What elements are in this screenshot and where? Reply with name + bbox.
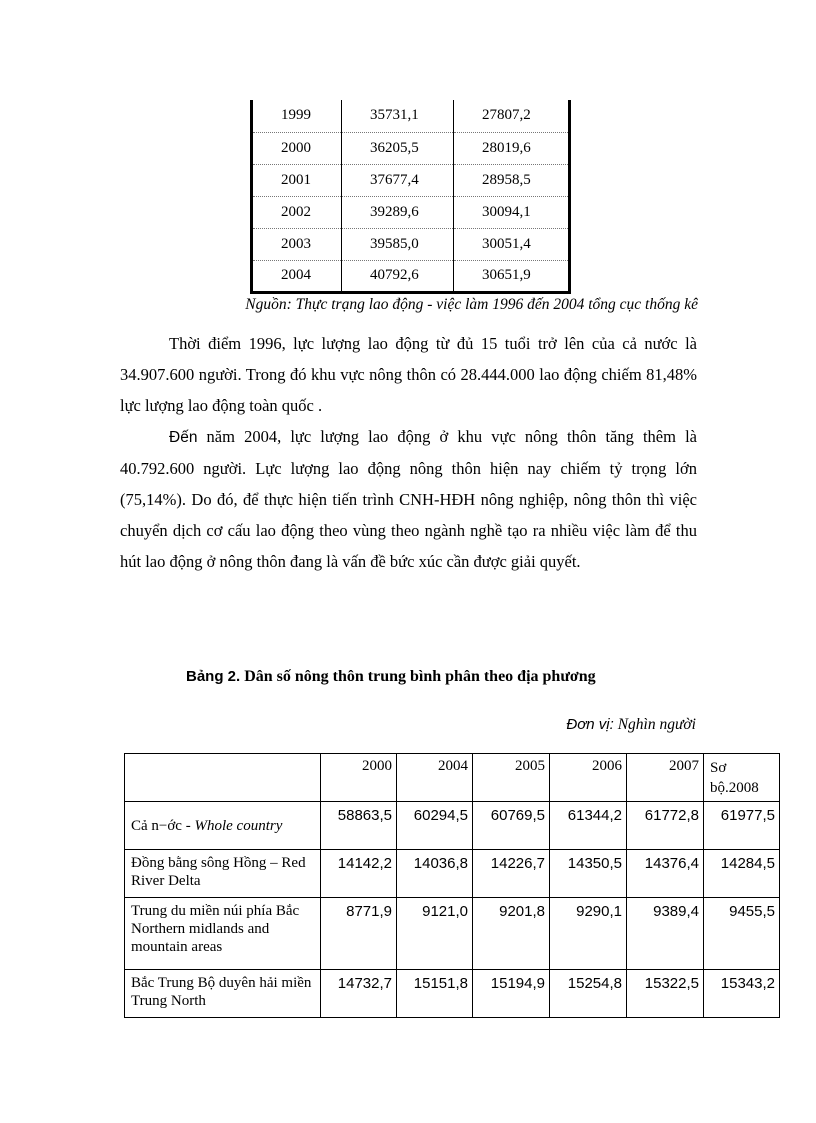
table-row: [252, 100, 570, 132]
value-cell: 15151,8: [397, 970, 473, 1018]
rural-population-table: [124, 753, 780, 1018]
caption-label: Bảng 2.: [186, 668, 241, 685]
value-cell: 58863,5: [321, 802, 397, 850]
header-year: Sơ bộ.2008: [704, 754, 780, 802]
region-name-en: Whole country: [194, 817, 283, 834]
header-year: 2005: [473, 754, 550, 802]
rural-labor-cell: 30094,1: [454, 196, 570, 228]
value-cell: 14036,8: [397, 850, 473, 898]
value-cell: 14376,4: [627, 850, 704, 898]
value-cell: 14732,7: [321, 970, 397, 1018]
value-cell: 8771,9: [321, 898, 397, 970]
table-2-caption: [186, 668, 596, 686]
value-cell: 61344,2: [550, 802, 627, 850]
value-cell: 61772,8: [627, 802, 704, 850]
table-row: [252, 260, 570, 292]
total-labor-cell: 39585,0: [342, 228, 454, 260]
year-cell: 2000: [252, 132, 342, 164]
value-cell: 9201,8: [473, 898, 550, 970]
rural-labor-cell: 30051,4: [454, 228, 570, 260]
paragraph-1996-labor: Thời điểm 1996, lực lượng lao động từ đủ 15 tuổi trở lên của cả nước là 34.907.600 người. Trong đó khu vực nông thôn có 28.444.000 lao động chiếm 81,48% lực lượng lao động toàn quốc .: [120, 334, 697, 415]
value-cell: 9121,0: [397, 898, 473, 970]
table-row: [252, 196, 570, 228]
region-cell: Trung du miền núi phía Bắc Northern midlands and mountain areas: [125, 898, 321, 970]
year-cell: 2004: [252, 260, 342, 292]
rural-labor-cell: 28019,6: [454, 132, 570, 164]
labor-force-table: [250, 100, 571, 294]
value-cell: 14350,5: [550, 850, 627, 898]
region-cell: Bắc Trung Bộ duyên hải miền Trung North: [125, 970, 321, 1018]
table-row: [252, 228, 570, 260]
header-year: 2000: [321, 754, 397, 802]
table-source-note: Nguồn: Thực trạng lao động - việc làm 1996 đến 2004 tổng cục thống kê: [245, 296, 698, 313]
value-cell: 15194,9: [473, 970, 550, 1018]
table-row: [252, 164, 570, 196]
rural-labor-cell: 30651,9: [454, 260, 570, 292]
value-cell: 60769,5: [473, 802, 550, 850]
unit-text: Nghìn người: [613, 716, 696, 733]
table-row: [252, 132, 570, 164]
value-cell: 15254,8: [550, 970, 627, 1018]
table-row: [125, 898, 780, 970]
total-labor-cell: 40792,6: [342, 260, 454, 292]
total-labor-cell: 39289,6: [342, 196, 454, 228]
year-cell: 2002: [252, 196, 342, 228]
unit-label: Đơn vị:: [566, 716, 614, 733]
header-year: 2004: [397, 754, 473, 802]
rural-labor-cell: 28958,5: [454, 164, 570, 196]
paragraph-lead-word: Đến: [169, 429, 198, 446]
value-cell: 15343,2: [704, 970, 780, 1018]
total-labor-cell: 36205,5: [342, 132, 454, 164]
table-row: [125, 802, 780, 850]
value-cell: 9389,4: [627, 898, 704, 970]
table-header-row: [125, 754, 780, 802]
header-empty-cell: [125, 754, 321, 802]
table-row: [125, 970, 780, 1018]
value-cell: 9290,1: [550, 898, 627, 970]
value-cell: 14142,2: [321, 850, 397, 898]
region-cell: Đồng bằng sông Hồng – Red River Delta: [125, 850, 321, 898]
header-year: 2007: [627, 754, 704, 802]
region-name-vi: Cả n−ớc -: [131, 817, 195, 834]
value-cell: 60294,5: [397, 802, 473, 850]
value-cell: 14284,5: [704, 850, 780, 898]
table-row: [125, 850, 780, 898]
year-cell: 1999: [252, 100, 342, 132]
year-cell: 2001: [252, 164, 342, 196]
year-cell: 2003: [252, 228, 342, 260]
caption-text: Dân số nông thôn trung bình phân theo địa phương: [240, 668, 596, 685]
paragraph-2004-labor: [120, 421, 697, 577]
paragraph-body-text: năm 2004, lực lượng lao động ở khu vực nông thôn tăng thêm là 40.792.600 người. Lực lượng lao động nông thôn hiện nay chiếm tỷ trọng lớn (75,14%). Do đó, để thực hiện tiến trình CNH-HĐH nông nghiệp, nông thôn thì việc chuyển dịch cơ cấu lao động theo vùng theo ngành nghề tạo ra nhiều việc làm để thu hút lao động ở nông thôn đang là vấn đề bức xúc cần được giải quyết.: [120, 427, 697, 571]
value-cell: 61977,5: [704, 802, 780, 850]
value-cell: 14226,7: [473, 850, 550, 898]
region-cell: [125, 802, 321, 850]
value-cell: 9455,5: [704, 898, 780, 970]
rural-labor-cell: 27807,2: [454, 100, 570, 132]
unit-note: [440, 716, 696, 734]
total-labor-cell: 35731,1: [342, 100, 454, 132]
value-cell: 15322,5: [627, 970, 704, 1018]
header-year: 2006: [550, 754, 627, 802]
total-labor-cell: 37677,4: [342, 164, 454, 196]
